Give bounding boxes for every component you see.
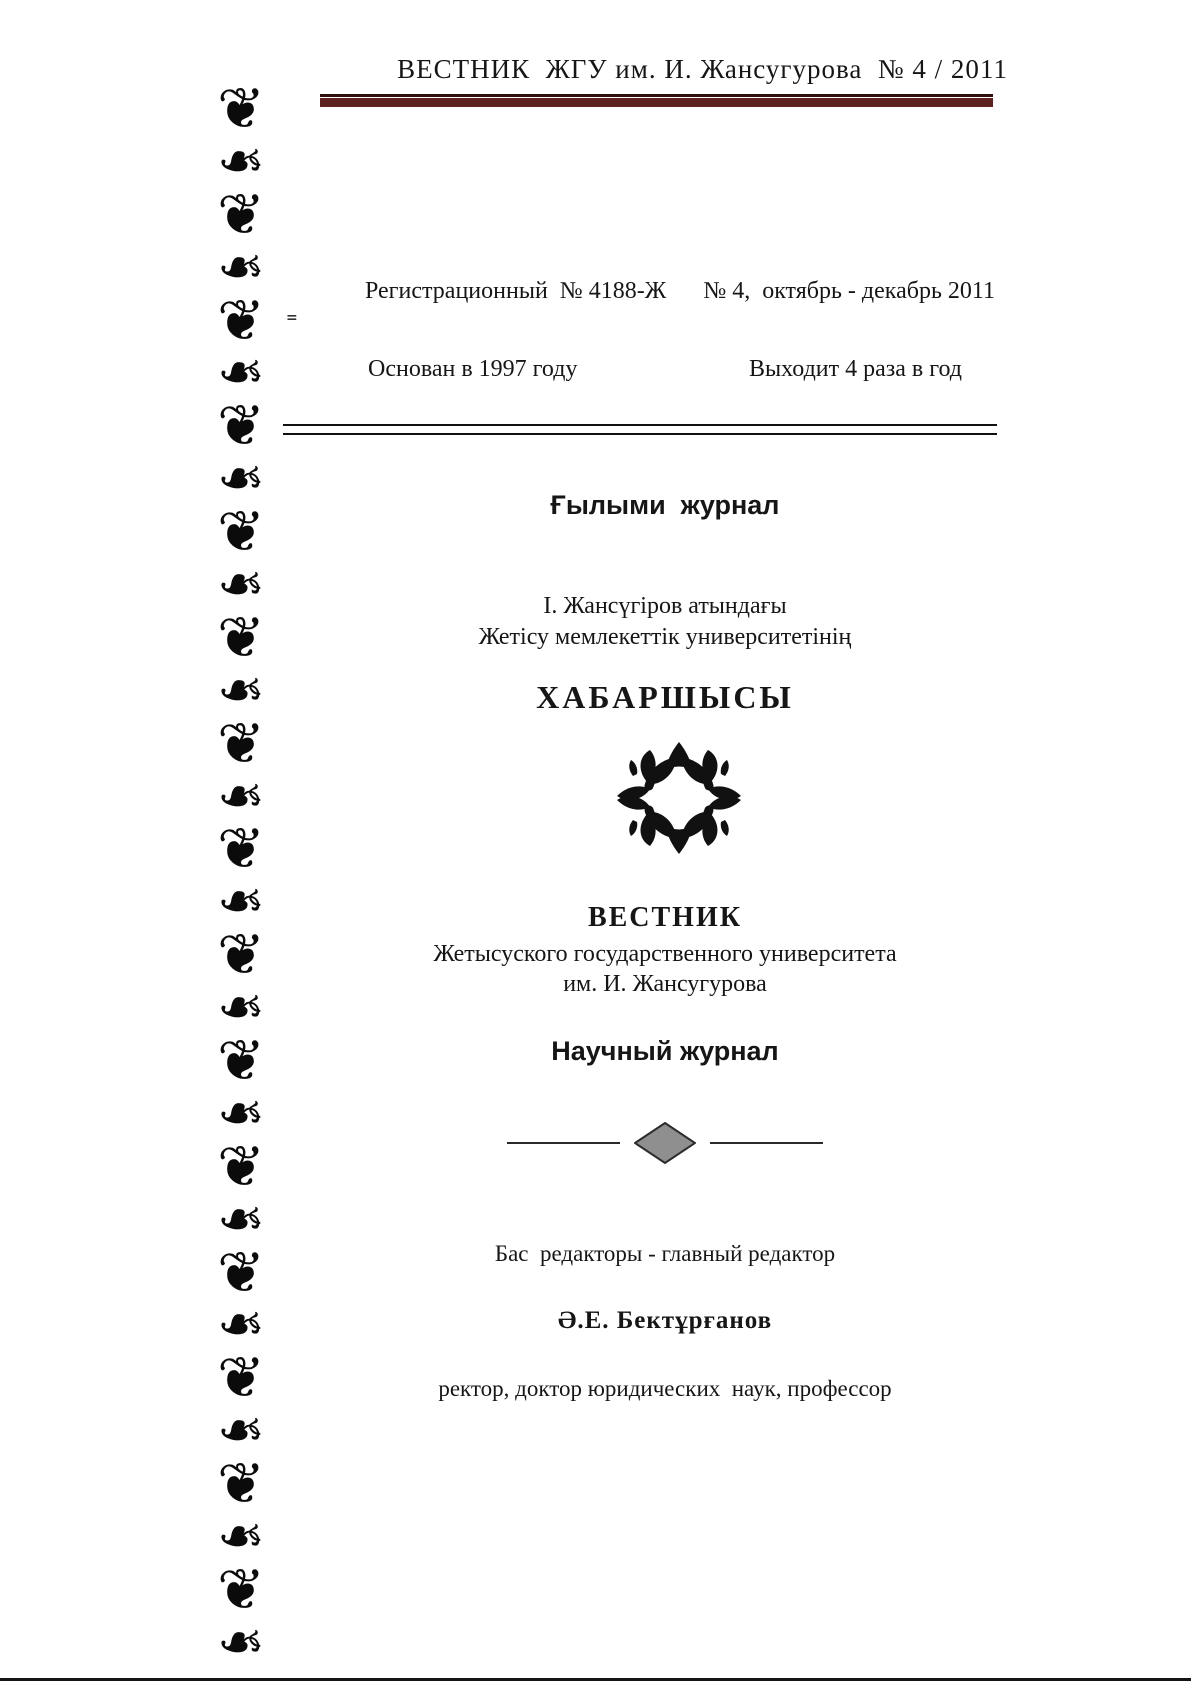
floral-scroll-icon: ❦: [217, 816, 265, 883]
floral-scroll-icon: ❧: [217, 446, 265, 513]
registration-number: Регистрационный № 4188-Ж: [365, 278, 667, 304]
founded-label: Основан в 1997 году: [368, 356, 578, 382]
floral-scroll-icon: ❦: [217, 1239, 265, 1306]
floral-scroll-icon: ❧: [217, 869, 265, 936]
page-header-title: ВЕСТНИК ЖГУ им. И. Жансугурова № 4 / 2011: [397, 54, 1008, 84]
floral-scroll-icon: ❦: [217, 710, 265, 777]
diamond-icon: [634, 1122, 696, 1164]
kazakh-title: ХАБАРШЫСЫ: [536, 679, 794, 715]
frequency-label: Выходит 4 раза в год: [749, 356, 962, 382]
floral-scroll-icon: ❧: [217, 128, 265, 195]
floral-scroll-icon: ❧: [217, 1398, 265, 1465]
registration-row: [320, 278, 1010, 305]
floral-scroll-icon: ❦: [217, 922, 265, 989]
floral-ornament-icon: [609, 738, 749, 858]
floral-scroll-icon: ❧: [217, 1186, 265, 1253]
floral-scroll-icon: ❧: [217, 1080, 265, 1147]
floral-scroll-icon: ❧: [217, 1292, 265, 1359]
russian-university-line1: Жетысуского государственного университета: [433, 941, 897, 967]
floral-scroll-icon: ❦: [217, 604, 265, 671]
content-column: [320, 0, 1010, 1684]
center-ornament: [334, 738, 1024, 863]
kazakh-university-line1: І. Жансүгіров атындағы: [543, 593, 787, 619]
divider-left-rule: [507, 1142, 620, 1144]
left-ornament-border: [202, 76, 280, 1676]
floral-scroll-icon: ❦: [217, 1028, 265, 1095]
issue-info: № 4, октябрь - декабрь 2011: [703, 278, 995, 304]
floral-scroll-icon: ❦: [217, 1133, 265, 1200]
floral-scroll-icon: ❧: [217, 1504, 265, 1571]
floral-scroll-icon: ❧: [217, 340, 265, 407]
kazakh-university-line2: Жетісу мемлекеттік университетінің: [478, 624, 852, 650]
floral-scroll-icon: ❧: [217, 657, 265, 724]
floral-scroll-icon: ❦: [217, 499, 265, 566]
floral-scroll-icon: ❧: [217, 1609, 265, 1676]
equals-mark: =: [286, 310, 298, 326]
floral-scroll-icon: ❦: [217, 287, 265, 354]
floral-scroll-icon: ❦: [217, 76, 265, 142]
bottom-edge-line: [0, 1678, 1191, 1681]
russian-university-line2: им. И. Жансугурова: [563, 971, 767, 997]
separator-double-line: [283, 424, 997, 435]
section-divider: [320, 1122, 1010, 1164]
kazakh-journal-type: Ғылыми журнал: [550, 490, 780, 520]
floral-scroll-icon: ❦: [217, 1556, 265, 1623]
editor-role-label: Бас редакторы - главный редактор: [494, 1241, 836, 1266]
editor-name: Ә.Е. Бектұрғанов: [557, 1307, 773, 1334]
russian-journal-type: Научный журнал: [551, 1036, 779, 1066]
floral-scroll-icon: ❦: [217, 181, 265, 248]
floral-scroll-icon: ❦: [217, 1451, 265, 1518]
editor-credentials: ректор, доктор юридических наук, профессор: [438, 1376, 892, 1401]
russian-title: ВЕСТНИК: [587, 902, 743, 933]
founded-row: [320, 356, 1010, 383]
floral-scroll-icon: ❦: [217, 393, 265, 460]
floral-scroll-icon: ❧: [217, 975, 265, 1042]
divider-right-rule: [710, 1142, 823, 1144]
floral-scroll-icon: ❦: [217, 1345, 265, 1412]
floral-scroll-icon: ❧: [217, 763, 265, 830]
floral-scroll-icon: ❧: [217, 234, 265, 301]
floral-scroll-icon: ❧: [217, 552, 265, 619]
